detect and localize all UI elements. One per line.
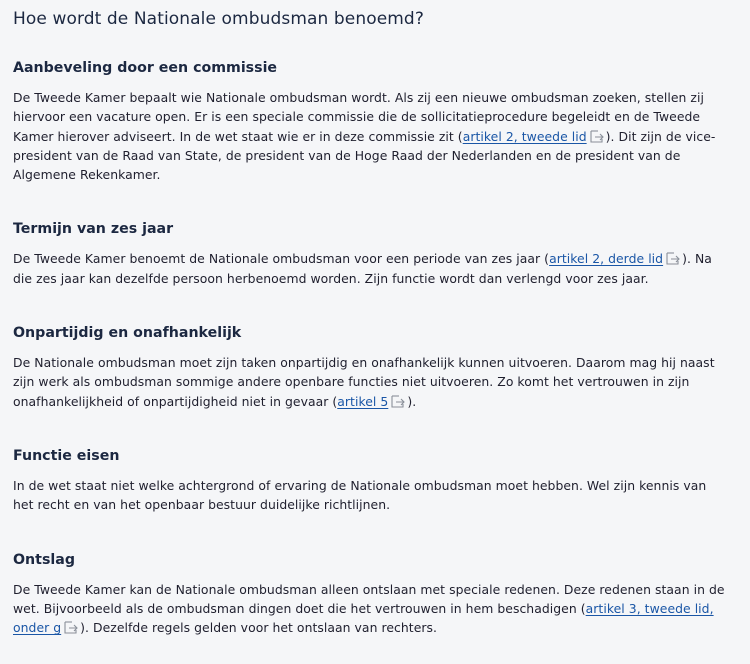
link-artikel-3-tweede-lid-onder-g[interactable]: artikel 3, tweede lid, onder g [13, 600, 714, 636]
section-heading-functie-eisen: Functie eisen [13, 447, 120, 464]
section-text-termijn: De Tweede Kamer benoemt de Nationale ombudsman voor een periode van zes jaar (artikel 2, derde lid ). Na die zes jaar kan dezelfde persoon herbenoemd worden. Zijn functie wordt dan verlengd voor zes jaar. [13, 251, 712, 286]
external-link-icon [64, 621, 78, 634]
link-artikel-2-derde-lid[interactable]: artikel 2, derde lid [549, 251, 664, 267]
external-link-icon [590, 130, 604, 143]
external-link-icon [666, 252, 680, 265]
page-title: Hoe wordt de Nationale ombudsman benoemd? [13, 9, 424, 29]
section-heading-onpartijdig: Onpartijdig en onafhankelijk [13, 325, 242, 342]
section-heading-termijn: Termijn van zes jaar [13, 221, 174, 238]
section-text-commissie: De Tweede Kamer bepaalt wie Nationale ombudsman wordt. Als zij een nieuwe ombudsman zoeken, stellen zij hiervoor een vacature open. Er is een speciale commissie die de sollicitatieprocedure begeleidt en de Tweede Kamer hierover adviseert. In de wet staat wie er in deze commissie zit (artikel 2, tweede lid ). Dit zijn de vice-president van de Raad van State, de president van de Hoge Raad der Nederlanden en de president van de Algemene Rekenkamer. [13, 90, 716, 183]
link-artikel-5[interactable]: artikel 5 [337, 393, 389, 409]
section-text-ontslag: De Tweede Kamer kan de Nationale ombudsman alleen ontslaan met speciale redenen. Deze redenen staan in de wet. Bijvoorbeeld als de ombudsman dingen doet die het vertrouwen in hem beschadigen (artikel 3, tweede lid, onder g ). Dezelfde regels gelden voor het ontslaan van rechters. [13, 581, 725, 636]
external-link-icon [391, 395, 405, 408]
section-text-onpartijdig: De Nationale ombudsman moet zijn taken onpartijdig en onafhankelijk kunnen uitvoeren. Daarom mag hij naast zijn werk als ombudsman sommige andere openbare functies niet uitvoeren. Zo komt het vertrouwen in zijn onafhankelijkheid of onpartijdigheid niet in gevaar (artikel 5 ). [13, 355, 715, 409]
section-text-functie-eisen: In de wet staat niet welke achtergrond of ervaring de Nationale ombudsman moet hebben. Wel zijn kennis van het recht en van het openbaar bestuur duidelijke richtlijnen. [13, 477, 707, 513]
link-artikel-2-tweede-lid[interactable]: artikel 2, tweede lid [462, 128, 587, 144]
section-heading-commissie: Aanbeveling door een commissie [13, 60, 278, 76]
section-heading-ontslag: Ontslag [13, 551, 75, 568]
